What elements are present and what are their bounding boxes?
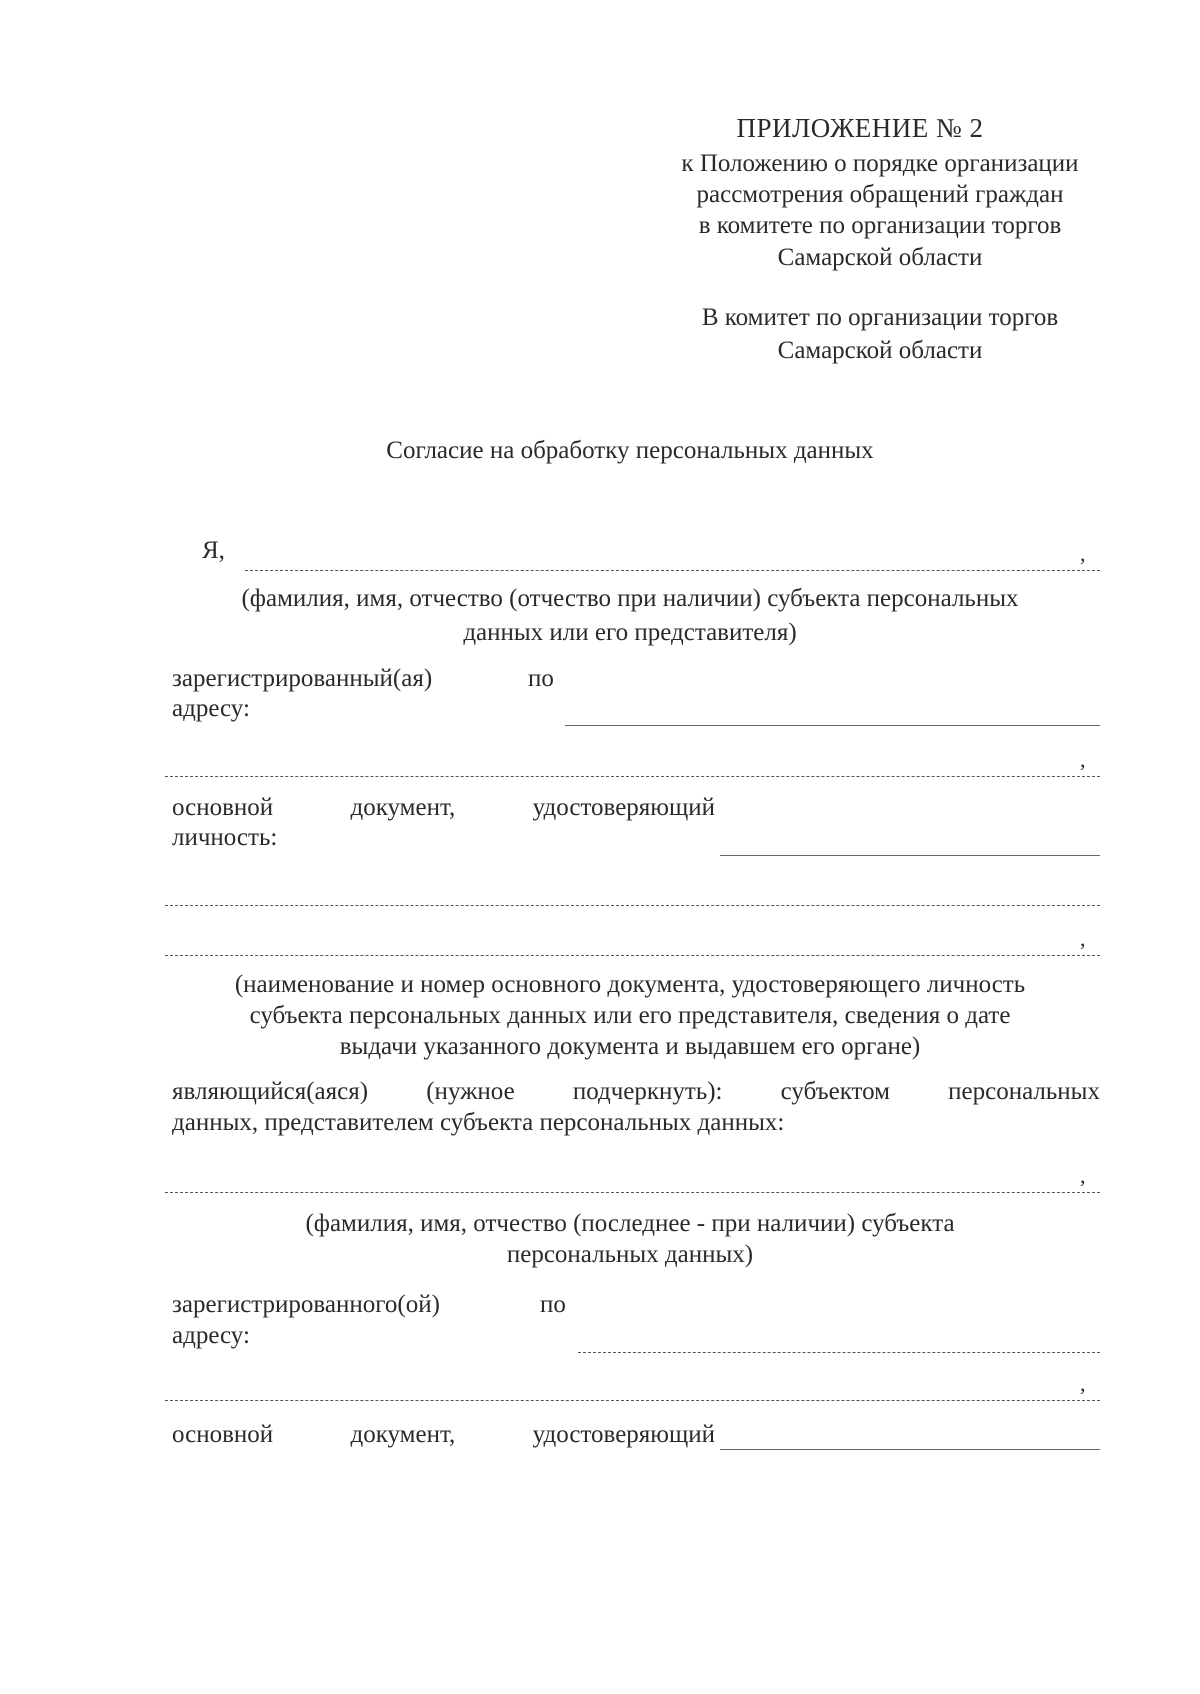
caption-line: данных или его представителя) xyxy=(463,619,797,647)
caption-line: (наименование и номер основного документа, удостоверяющего личность xyxy=(234,971,1026,998)
appendix-block xyxy=(640,112,1120,273)
addressee-block xyxy=(640,302,1120,367)
doc2-label-row xyxy=(172,1419,715,1450)
doc-word: удостоверяющий xyxy=(532,1421,715,1448)
comma: , xyxy=(1080,1163,1086,1188)
po-label: по xyxy=(528,665,554,692)
po2-label: по xyxy=(540,1291,566,1318)
addressee-line: В комитет по организации торгов xyxy=(701,304,1059,331)
appendix-title: ПРИЛОЖЕНИЕ № 2 xyxy=(736,113,984,143)
caption-subject2 xyxy=(160,1208,1100,1270)
appendix-line: рассмотрения обращений граждан xyxy=(696,181,1064,208)
subject-name-field[interactable] xyxy=(245,570,1100,571)
identity-label: личность: xyxy=(172,824,278,851)
i-label: Я, xyxy=(202,537,225,564)
identity-doc-field-part1[interactable] xyxy=(720,855,1100,856)
address2-label: адресу: xyxy=(172,1322,250,1349)
identity-doc-field-part2[interactable] xyxy=(165,905,1100,906)
identity-doc-field-part3[interactable] xyxy=(165,955,1100,956)
registered2-label: зарегистрированного(ой) xyxy=(172,1291,440,1318)
doc-word: основной xyxy=(172,1421,274,1448)
being-word: субъектом xyxy=(780,1078,890,1105)
being-word: являющийся(аяся) xyxy=(172,1078,369,1105)
being-word: (нужное xyxy=(426,1078,515,1105)
address2-field-part1[interactable] xyxy=(578,1352,1100,1353)
appendix-line: в комитете по организации торгов xyxy=(698,212,1062,240)
address-field-part2[interactable] xyxy=(165,776,1100,777)
comma: , xyxy=(1080,926,1086,951)
doc-label-row xyxy=(172,792,715,823)
caption-line: (фамилия, имя, отчество (последнее - при наличии) субъекта xyxy=(305,1210,955,1237)
address-label: адресу: xyxy=(172,695,250,722)
caption-line: субъекта персональных данных или его представителя, сведения о дате xyxy=(249,1002,1011,1029)
caption-doc xyxy=(160,969,1100,1062)
address-field-part1[interactable] xyxy=(565,725,1100,726)
doc-word: удостоверяющий xyxy=(532,794,715,821)
caption-subject xyxy=(160,583,1100,649)
registered-label: зарегистрированный(ая) xyxy=(172,665,433,692)
caption-line: персональных данных) xyxy=(506,1241,754,1268)
comma: , xyxy=(1080,747,1086,772)
being-word: персональных xyxy=(948,1078,1100,1105)
being-line2: данных, представителем субъекта персональных данных: xyxy=(172,1109,785,1136)
doc-word: основной xyxy=(172,794,274,821)
caption-line: (фамилия, имя, отчество (отчество при наличии) субъекта персональных xyxy=(241,585,1019,612)
appendix-line: Самарской области xyxy=(777,243,983,271)
addressee-line: Самарской области xyxy=(777,337,983,365)
caption-line: выдачи указанного документа и выдавшем его органе) xyxy=(339,1033,921,1060)
doc-word: документ, xyxy=(350,1421,456,1448)
comma: , xyxy=(1080,1371,1086,1396)
doc-word: документ, xyxy=(350,794,456,821)
address2-field-part2[interactable] xyxy=(165,1400,1100,1401)
identity2-doc-field[interactable] xyxy=(720,1449,1100,1450)
being-row xyxy=(172,1076,1100,1107)
subject2-name-field[interactable] xyxy=(165,1192,1100,1193)
appendix-line: к Положению о порядке организации xyxy=(681,149,1079,177)
being-word: подчеркнуть): xyxy=(572,1078,723,1105)
comma: , xyxy=(1080,541,1086,566)
document-title: Согласие на обработку персональных данных xyxy=(386,437,874,464)
